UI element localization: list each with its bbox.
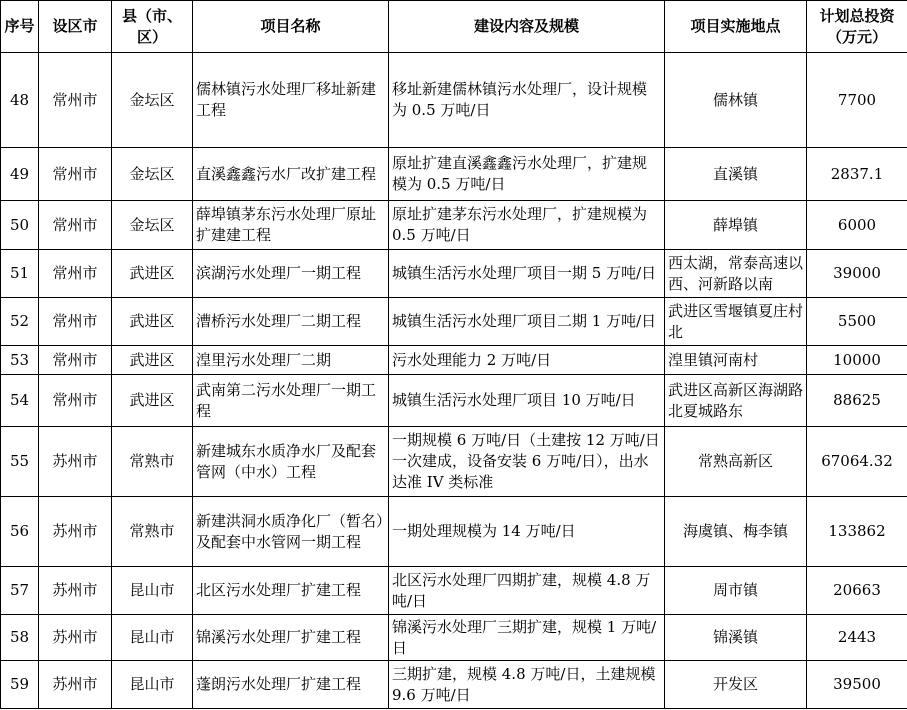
cell-city: 常州市	[39, 375, 112, 427]
cell-city: 苏州市	[39, 661, 112, 709]
cell-county: 昆山市	[112, 615, 193, 661]
cell-county: 武进区	[112, 250, 193, 298]
cell-no: 56	[1, 497, 39, 567]
cell-investment: 10000	[807, 346, 907, 375]
table-row	[1, 346, 907, 375]
cell-no: 54	[1, 375, 39, 427]
cell-location: 直溪镇	[665, 148, 807, 201]
cell-no: 58	[1, 615, 39, 661]
cell-county: 常熟市	[112, 497, 193, 567]
cell-investment: 5500	[807, 298, 907, 346]
cell-county: 昆山市	[112, 567, 193, 615]
header-no: 序号	[1, 1, 39, 53]
cell-county: 昆山市	[112, 661, 193, 709]
cell-name: 武南第二污水处理厂一期工程	[193, 375, 389, 427]
header-location: 项目实施地点	[665, 1, 807, 53]
cell-content: 原址扩建茅东污水处理厂，扩建规模为 0.5 万吨/日	[389, 201, 665, 250]
cell-investment: 6000	[807, 201, 907, 250]
cell-county: 武进区	[112, 346, 193, 375]
cell-no: 57	[1, 567, 39, 615]
cell-city: 常州市	[39, 201, 112, 250]
cell-investment: 20663	[807, 567, 907, 615]
cell-content: 三期扩建，规模 4.8 万吨/日，土建规模 9.6 万吨/日	[389, 661, 665, 709]
cell-county: 金坛区	[112, 201, 193, 250]
header-county: 县（市、区）	[112, 1, 193, 53]
cell-no: 53	[1, 346, 39, 375]
cell-content: 北区污水处理厂四期扩建，规模 4.8 万吨/日	[389, 567, 665, 615]
cell-name: 锦溪污水处理厂扩建工程	[193, 615, 389, 661]
cell-name: 薛埠镇茅东污水处理厂原址扩建建工程	[193, 201, 389, 250]
cell-content: 城镇生活污水处理厂项目二期 1 万吨/日	[389, 298, 665, 346]
cell-city: 常州市	[39, 298, 112, 346]
cell-location: 常熟高新区	[665, 427, 807, 497]
cell-city: 苏州市	[39, 497, 112, 567]
cell-city: 苏州市	[39, 615, 112, 661]
header-row	[1, 1, 907, 53]
cell-no: 48	[1, 53, 39, 148]
table-row	[1, 375, 907, 427]
cell-location: 湟里镇河南村	[665, 346, 807, 375]
cell-content: 原址扩建直溪鑫鑫污水处理厂，扩建规模为 0.5 万吨/日	[389, 148, 665, 201]
cell-location: 开发区	[665, 661, 807, 709]
cell-content: 移址新建儒林镇污水处理厂，设计规模为 0.5 万吨/日	[389, 53, 665, 148]
cell-county: 常熟市	[112, 427, 193, 497]
header-city: 设区市	[39, 1, 112, 53]
cell-no: 51	[1, 250, 39, 298]
cell-county: 武进区	[112, 375, 193, 427]
cell-location: 儒林镇	[665, 53, 807, 148]
cell-content: 城镇生活污水处理厂项目一期 5 万吨/日	[389, 250, 665, 298]
cell-city: 苏州市	[39, 567, 112, 615]
cell-location: 薛埠镇	[665, 201, 807, 250]
table-row	[1, 201, 907, 250]
cell-no: 52	[1, 298, 39, 346]
cell-location: 武进区高新区海湖路北夏城路东	[665, 375, 807, 427]
cell-name: 湟里污水处理厂二期	[193, 346, 389, 375]
cell-no: 59	[1, 661, 39, 709]
header-investment: 计划总投资（万元）	[807, 1, 907, 53]
cell-investment: 39500	[807, 661, 907, 709]
cell-content: 一期规模 6 万吨/日（土建按 12 万吨/日一次建成，设备安装 6 万吨/日），出水达准 IV 类标准	[389, 427, 665, 497]
cell-name: 漕桥污水处理厂二期工程	[193, 298, 389, 346]
header-content: 建设内容及规模	[389, 1, 665, 53]
cell-location: 武进区雪堰镇夏庄村北	[665, 298, 807, 346]
cell-county: 武进区	[112, 298, 193, 346]
cell-name: 直溪鑫鑫污水厂改扩建工程	[193, 148, 389, 201]
cell-name: 滨湖污水处理厂一期工程	[193, 250, 389, 298]
cell-county: 金坛区	[112, 148, 193, 201]
cell-no: 49	[1, 148, 39, 201]
cell-investment: 88625	[807, 375, 907, 427]
table-row	[1, 298, 907, 346]
cell-city: 苏州市	[39, 427, 112, 497]
table-row	[1, 615, 907, 661]
cell-investment: 2443	[807, 615, 907, 661]
table-row	[1, 497, 907, 567]
cell-name: 儒林镇污水处理厂移址新建工程	[193, 53, 389, 148]
cell-investment: 39000	[807, 250, 907, 298]
cell-location: 海虞镇、梅李镇	[665, 497, 807, 567]
cell-investment: 2837.1	[807, 148, 907, 201]
cell-city: 常州市	[39, 148, 112, 201]
cell-location: 锦溪镇	[665, 615, 807, 661]
cell-no: 55	[1, 427, 39, 497]
table-row	[1, 567, 907, 615]
cell-county: 金坛区	[112, 53, 193, 148]
cell-content: 一期处理规模为 14 万吨/日	[389, 497, 665, 567]
table-row	[1, 427, 907, 497]
cell-content: 城镇生活污水处理厂项目 10 万吨/日	[389, 375, 665, 427]
cell-name: 北区污水处理厂扩建工程	[193, 567, 389, 615]
cell-name: 新建洪洞水质净化厂（暂名）及配套中水管网一期工程	[193, 497, 389, 567]
cell-city: 常州市	[39, 53, 112, 148]
table-row	[1, 53, 907, 148]
cell-city: 常州市	[39, 346, 112, 375]
cell-location: 周市镇	[665, 567, 807, 615]
cell-investment: 7700	[807, 53, 907, 148]
cell-city: 常州市	[39, 250, 112, 298]
header-name: 项目名称	[193, 1, 389, 53]
cell-name: 新建城东水质净水厂及配套管网（中水）工程	[193, 427, 389, 497]
table-row	[1, 661, 907, 709]
cell-investment: 67064.32	[807, 427, 907, 497]
cell-investment: 133862	[807, 497, 907, 567]
cell-no: 50	[1, 201, 39, 250]
cell-content: 锦溪污水处理厂三期扩建，规模 1 万吨/日	[389, 615, 665, 661]
cell-name: 蓬朗污水处理厂扩建工程	[193, 661, 389, 709]
cell-location: 西太湖，常泰高速以西、河新路以南	[665, 250, 807, 298]
table-row	[1, 250, 907, 298]
table-row	[1, 148, 907, 201]
cell-content: 污水处理能力 2 万吨/日	[389, 346, 665, 375]
